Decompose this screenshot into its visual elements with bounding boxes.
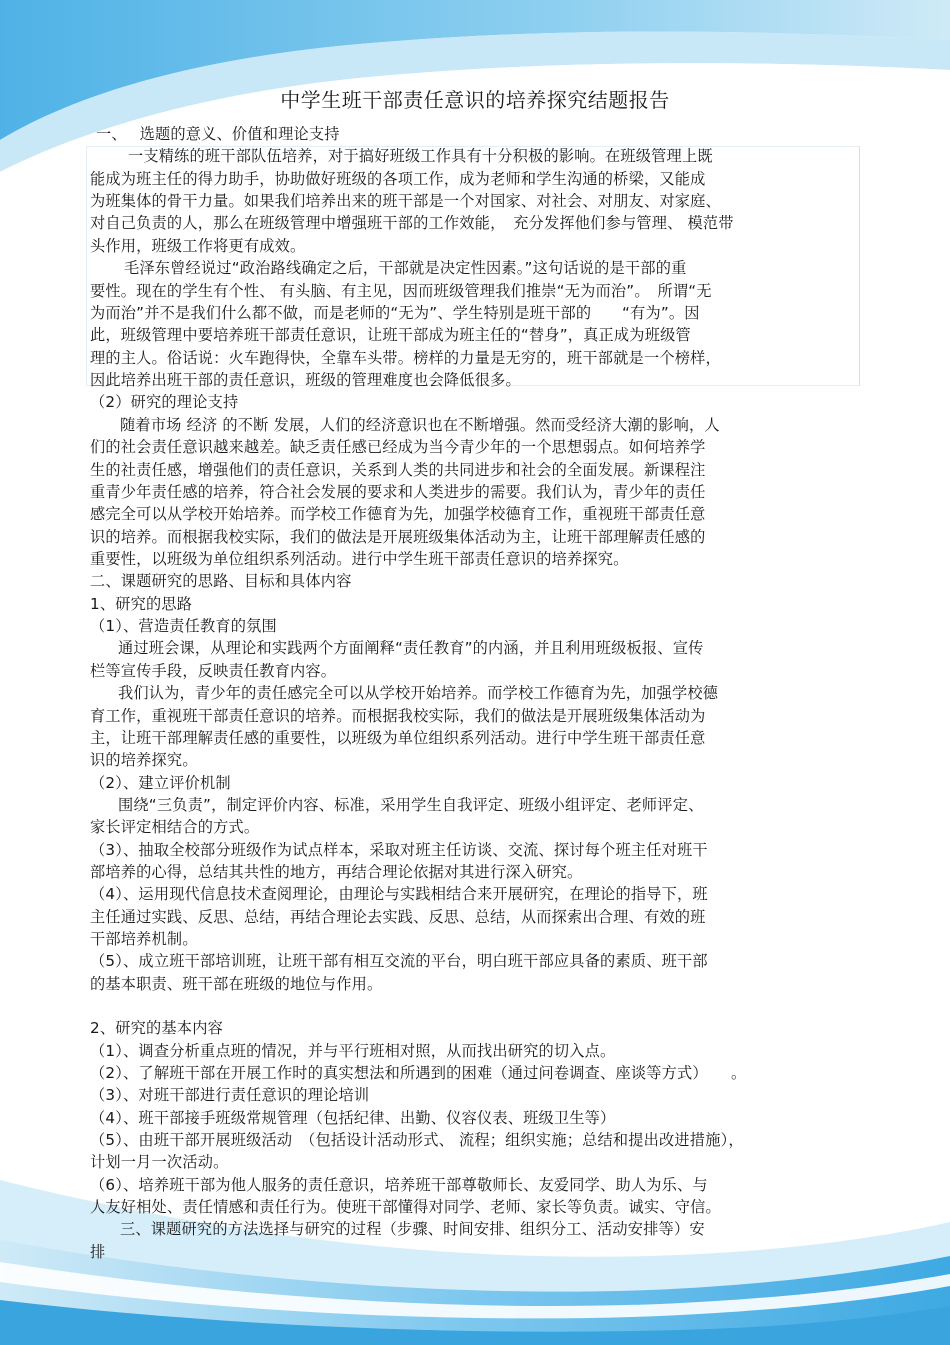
section-heading: 三、课题研究的方法选择与研究的过程（步骤、时间安排、组织分工、活动安排等）安 <box>120 1220 705 1238</box>
list-item: （1）、调查分析重点班的情况，并与平行班相对照，从而找出研究的切入点。 <box>90 1042 616 1060</box>
paragraph-line: 栏等宣传手段，反映责任教育内容。 <box>90 662 337 680</box>
paragraph-line: 重要性，以班级为单位组织系列活动。进行中学生班干部责任意识的培养探究。 <box>90 550 629 568</box>
list-item: （6）、培养班干部为他人服务的责任意识，培养班干部尊敬师长、友爱同学、助人为乐、与 <box>90 1176 708 1194</box>
paragraph-line: （5）、成立班干部培训班，让班干部有相互交流的平台，明白班干部应具备的素质、班干部 <box>90 952 708 970</box>
paragraph-line: 们的社会责任意识越来越差。缺乏责任感已经成为当今青少年的一个思想弱点。如何培养学 <box>90 438 706 456</box>
paragraph-line: 为班集体的骨干力量。如果我们培养出来的班干部是一个对国家、对社会、对朋友、对家庭、 <box>90 192 721 210</box>
paragraph-line: 头作用，班级工作将更有成效。 <box>90 237 306 255</box>
list-item: 计划一月一次活动。 <box>90 1153 229 1171</box>
section-heading: 二、课题研究的思路、目标和具体内容 <box>90 572 352 590</box>
paragraph-line: 一支精练的班干部队伍培养，对于搞好班级工作具有十分积极的影响。在班级管理上既 <box>128 147 713 165</box>
list-item: （2）、了解班干部在开展工作时的真实想法和所遇到的困难（通过问卷调查、座谈等方式） 。 <box>90 1064 747 1082</box>
paragraph-line: 理的主人。俗话说：火车跑得快，全靠车头带。榜样的力量是无穷的，班干部就是一个榜样， <box>90 349 721 367</box>
list-item: 人友好相处、责任情感和责任行为。使班干部懂得对同学、老师、家长等负责。诚实、守信。 <box>90 1198 721 1216</box>
paragraph-line: 此，班级管理中要培养班干部责任意识，让班干部成为班主任的“替身”，真正成为班级管 <box>90 326 691 344</box>
paragraph-line: 随着市场 经济 的不断 发展，人们的经济意识也在不断增强。然而受经济大潮的影响，人 <box>120 416 720 434</box>
paragraph-line: 排 <box>90 1243 106 1261</box>
paragraph-line: 对自己负责的人，那么在班级管理中增强班干部的工作效能， 充分发挥他们参与管理、 模范带 <box>90 214 734 232</box>
paragraph-line: 我们认为，青少年的责任感完全可以从学校开始培养。而学校工作德育为先，加强学校德 <box>118 684 719 702</box>
paragraph-line: 因此培养出班干部的责任意识，班级的管理难度也会降低很多。 <box>90 371 521 389</box>
subsection-heading: 1、研究的思路 <box>90 595 193 613</box>
paragraph-line: 家长评定相结合的方式。 <box>90 818 260 836</box>
paragraph-line: 重青少年责任感的培养，符合社会发展的要求和人类进步的需要。我们认为，青少年的责任 <box>90 483 706 501</box>
paragraph-line: 为而治”并不是我们什么都不做，而是老师的“无为”、学生特别是班干部的 “有为”。因 <box>90 304 700 322</box>
section-heading: 一、 选题的意义、价值和理论支持 <box>96 125 340 143</box>
subsection-heading: （2）、建立评价机制 <box>90 774 231 792</box>
page-title: 中学生班干部责任意识的培养探究结题报告 <box>280 88 670 112</box>
paragraph-line: 育工作，重视班干部责任意识的培养。而根据我校实际，我们的做法是开展班级集体活动为 <box>90 707 706 725</box>
paragraph-line: 主任通过实践、反思、总结，再结合理论去实践、反思、总结，从而探索出合理、有效的班 <box>90 908 706 926</box>
list-item: （5）、由班干部开展班级活动 （包括设计活动形式、 流程；组织实施；总结和提出改进措施）， <box>90 1131 744 1149</box>
paragraph-line: 的基本职责、班干部在班级的地位与作用。 <box>90 975 383 993</box>
paragraph-line: 识的培养探究。 <box>90 751 198 769</box>
paragraph-line: 干部培养机制。 <box>90 930 198 948</box>
paragraph-line: 围绕“三负责”，制定评价内容、标准，采用学生自我评定、班级小组评定、老师评定、 <box>118 796 704 814</box>
paragraph-line: 要性。现在的学生有个性、 有头脑、有主见，因而班级管理我们推崇“无为而治”。 所谓“无 <box>90 282 712 300</box>
subsection-heading: （2）研究的理论支持 <box>90 393 239 411</box>
paragraph-line: 通过班会课，从理论和实践两个方面阐释“责任教育”的内涵，并且利用班级板报、宣传 <box>118 639 704 657</box>
paragraph-line: 能成为班主任的得力助手，协助做好班级的各项工作，成为老师和学生沟通的桥梁，又能成 <box>90 170 706 188</box>
paragraph-line: 感完全可以从学校开始培养。而学校工作德育为先，加强学校德育工作，重视班干部责任意 <box>90 505 706 523</box>
paragraph-line: 主，让班干部理解责任感的重要性，以班级为单位组织系列活动。进行中学生班干部责任意 <box>90 729 706 747</box>
paragraph-line: （4）、运用现代信息技术查阅理论，由理论与实践相结合来开展研究，在理论的指导下，班 <box>90 885 708 903</box>
list-item: （4）、班干部接手班级常规管理（包括纪律、出勤、仪容仪表、班级卫生等） <box>90 1109 616 1127</box>
list-item: （3）、对班干部进行责任意识的理论培训 <box>90 1086 370 1104</box>
paragraph-line: 部培养的心得，总结其共性的地方，再结合理论依据对其进行深入研究。 <box>90 863 583 881</box>
subsection-heading: （1）、营造责任教育的氛围 <box>90 617 277 635</box>
paragraph-line: 毛泽东曾经说过“政治路线确定之后，干部就是决定性因素。”这句话说的是干部的重 <box>124 259 687 277</box>
paragraph-line: 识的培养。而根据我校实际，我们的做法是开展班级集体活动为主，让班干部理解责任感的 <box>90 528 706 546</box>
paragraph-line: （3）、抽取全校部分班级作为试点样本，采取对班主任访谈、交流、探讨每个班主任对班干 <box>90 841 708 859</box>
subsection-heading: 2、研究的基本内容 <box>90 1019 223 1037</box>
paragraph-line: 生的社责任感，增强他们的责任意识，关系到人类的共同进步和社会的全面发展。新课程注 <box>90 461 706 479</box>
